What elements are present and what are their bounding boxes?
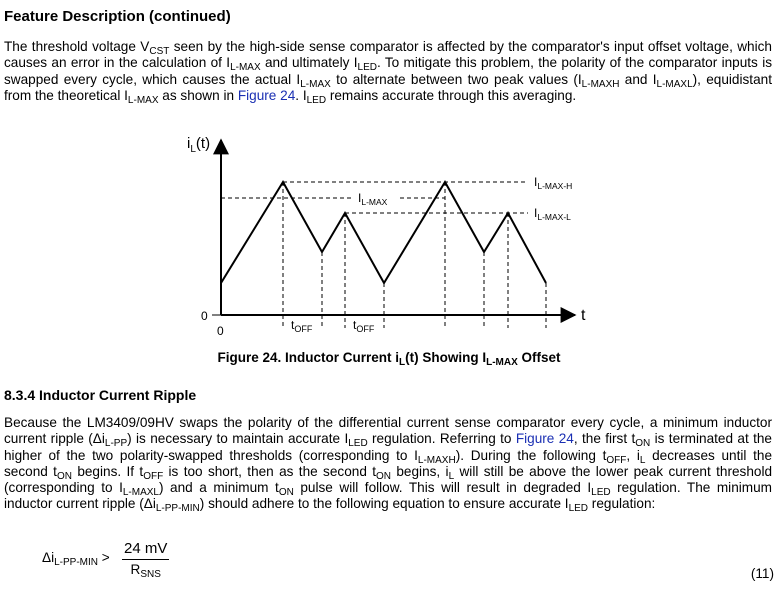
toff-label-2: $t_{OFF}$ (353, 318, 375, 334)
figure-24-link-2[interactable]: Figure 24 (515, 431, 574, 447)
il-max-l-label: $I_{L-MAX-L}$ (534, 206, 571, 222)
intro-paragraph: The threshold voltage $V_{CST}$ seen by the high-side sense comparator is affected by the comparator's input offset voltage, which causes an error in the calculation of $I_{L-MAX}$ and ultimately $I_{LED}$. To mitigate this problem, the polarity of the comparator inputs is swapped every cycle, which causes the actual $I_{L-MAX}$ to alternate between two peak values ($I_{L-MAXH}$ and $I_{L-MAXL}$), equidistant from the theoretical $I_{L-MAX}$ as shown in Figure 24. $I_{LED}$ remains accurate through this averaging. (4, 39, 773, 106)
subsection-title: 8.3.4 Inductor Current Ripple (4, 387, 197, 403)
toff-label-1: $t_{OFF}$ (291, 318, 313, 334)
equation-number: (11) (750, 566, 774, 581)
il-max-label: $I_{L-MAX}$ (358, 191, 388, 207)
y-axis-label: $i_L(t)$ (187, 135, 211, 155)
il-max-h-label: $I_{L-MAX-H}$ (534, 175, 573, 191)
ripple-equation (42, 540, 774, 586)
x-axis-label: t (581, 307, 586, 324)
y-zero-label: 0 (201, 309, 208, 323)
inductor-current-diagram (0, 130, 778, 345)
x-zero-label: 0 (217, 324, 224, 338)
equation-fraction (122, 540, 169, 580)
equation-denominator: $R_{SNS}$ (130, 562, 161, 580)
equation-lhs: $\Delta i_{L-PP-MIN}$ > (42, 550, 110, 568)
figure-caption: Figure 24. Inductor Current $i_L(t)$ Showing $I_{L-MAX}$ Offset (217, 350, 561, 368)
equation-numerator: 24 mV (122, 540, 169, 560)
figure-24-link[interactable]: Figure 24 (237, 87, 296, 103)
ripple-paragraph: Because the LM3409/09HV swaps the polarity of the differential current sense comparator every cycle, a minimum inductor current ripple $(\Delta i_{L-PP})$ is necessary to maintain accurate $I_{LED}$ regulation. Referring to Figure 24, the first $t_{ON}$ is terminated at the higher of the two polarity-swapped thresholds (corresponding to $I_{L-MAXH}$). During the following $t_{OFF}$, $i_L$ decreases until the second $t_{ON}$ begins. If $t_{OFF}$ is too short, then as the second $t_{ON}$ begins, $i_L$ will still be above the lower peak current threshold (corresponding to $I_{L-MAXL}$) and a minimum $t_{ON}$ pulse will follow. This will result in degraded $I_{LED}$ regulation. The minimum inductor current ripple $(\Delta i_{L-PP-MIN})$ should adhere to the following equation to ensure accurate $I_{LED}$ regulation: (4, 415, 773, 515)
section-title: Feature Description (continued) (4, 8, 231, 25)
